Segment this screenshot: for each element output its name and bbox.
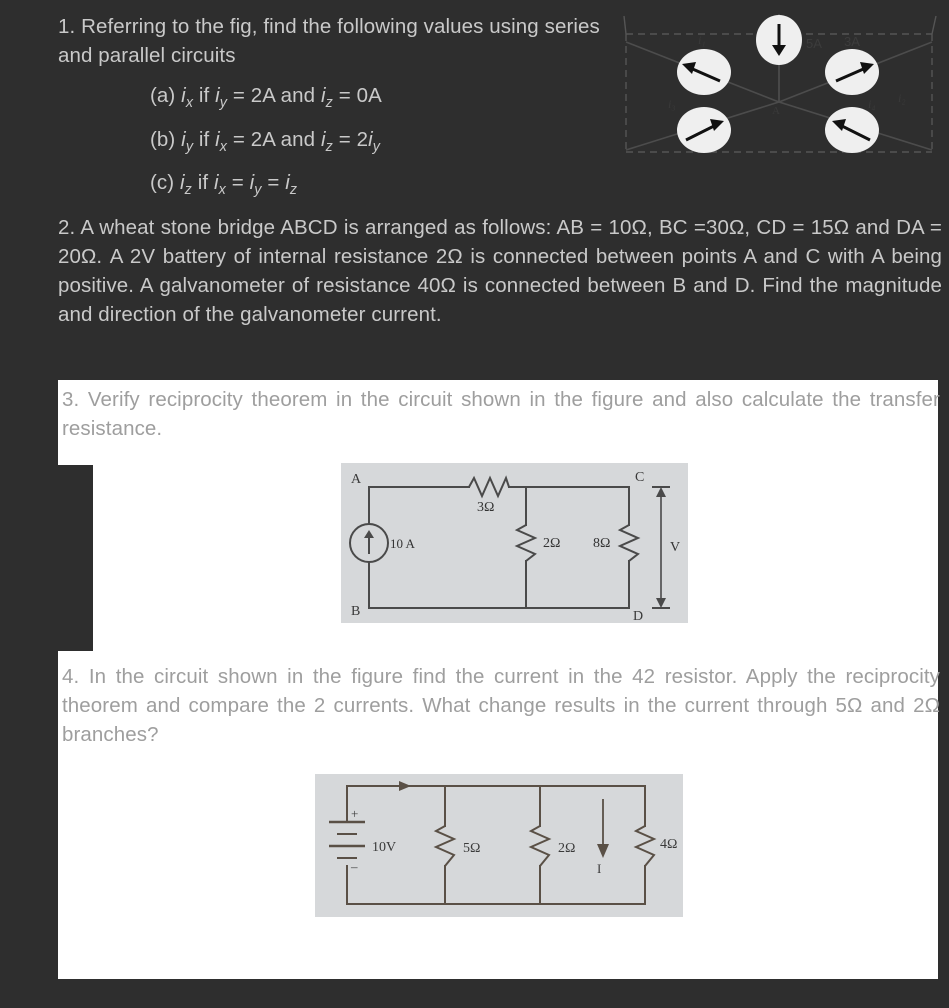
sheet-left-notch bbox=[58, 465, 93, 651]
question-4-figure bbox=[315, 774, 683, 917]
question-1-block bbox=[58, 12, 618, 201]
resistor-label-3ohm: 3Ω bbox=[477, 500, 495, 515]
question-1-heading-text: 1. Referring to the fig, find the following values using series and parallel circuits bbox=[58, 15, 600, 68]
question-1-item-c-label: (c) bbox=[150, 171, 175, 195]
marker-lower-right-branch bbox=[825, 107, 879, 153]
question-1-circuit-svg bbox=[620, 12, 938, 162]
question-1-item-a bbox=[150, 81, 618, 113]
resistor-label-5ohm: 5Ω bbox=[463, 841, 481, 856]
resistor-2ohm bbox=[531, 826, 549, 866]
source-label-10a: 10 A bbox=[390, 536, 415, 551]
top-wire-current-arrow bbox=[377, 781, 411, 791]
resistor-5ohm bbox=[436, 826, 454, 866]
question-1-item-a-label: (a) bbox=[150, 84, 176, 108]
resistor-3ohm bbox=[469, 478, 509, 496]
resistor-2ohm bbox=[517, 525, 535, 561]
resistor-label-2ohm: 2Ω bbox=[543, 536, 561, 551]
battery-plus-label: + bbox=[351, 806, 359, 821]
resistor-4ohm bbox=[636, 826, 654, 866]
node-label-a: A bbox=[351, 472, 362, 487]
question-1-item-c-body: $i_z$ if $i_x = i_y = i_z$ bbox=[180, 171, 298, 199]
question-1-item-b-label: (b) bbox=[150, 127, 176, 151]
node-label-b: B bbox=[351, 604, 361, 619]
question-4-text: 4. In the circuit shown in the figure find the current in the 42 resistor. Apply the reciprocity theorem and compare the 2 currents. What change results in the current through 5Ω and 2Ω branches? bbox=[62, 665, 940, 747]
question-2-block bbox=[58, 213, 942, 329]
question-1-item-b-body: $i_y$ if $i_x = 2A$ and $i_z = 2i_y$ bbox=[181, 127, 381, 155]
battery-minus-label: – bbox=[351, 859, 358, 874]
branch-label-i2: i₂ bbox=[898, 91, 906, 105]
current-source-10a bbox=[350, 524, 388, 562]
marker-upper-right-branch bbox=[825, 49, 879, 95]
voltage-arrow-v bbox=[652, 487, 670, 608]
question-4-block bbox=[62, 662, 940, 749]
top-right-stub bbox=[932, 16, 936, 34]
source-label-3a: 3A bbox=[844, 34, 860, 49]
branch-label-i4: i₄ bbox=[868, 97, 876, 111]
question-1-heading bbox=[58, 12, 618, 70]
question-3-figure bbox=[341, 463, 688, 623]
top-left-stub bbox=[624, 16, 626, 34]
resistor-label-8ohm: 8Ω bbox=[593, 536, 611, 551]
branch-label-i1: i₁ bbox=[698, 33, 706, 47]
branch-label-i3: i₃ bbox=[668, 97, 676, 111]
source-label-10v: 10V bbox=[372, 840, 397, 855]
current-label-i: I bbox=[597, 861, 602, 876]
question-3-text: 3. Verify reciprocity theorem in the circuit shown in the figure and also calculate the transfer resistance. bbox=[62, 388, 940, 441]
question-1-item-b bbox=[150, 125, 618, 157]
node-label-d: D bbox=[633, 609, 644, 623]
marker-lower-left-branch bbox=[677, 107, 731, 153]
question-3-block bbox=[62, 385, 940, 443]
question-1-item-c bbox=[150, 168, 618, 200]
resistor-8ohm bbox=[620, 525, 638, 561]
current-arrow-i bbox=[597, 799, 609, 858]
question-4-circuit-svg bbox=[315, 774, 683, 917]
voltage-label-v: V bbox=[670, 540, 681, 555]
resistor-label-4ohm: 4Ω bbox=[660, 837, 678, 852]
question-3-circuit-svg bbox=[341, 463, 688, 623]
node-label-a: A bbox=[772, 105, 780, 117]
source-label-5a: 5A bbox=[806, 36, 822, 51]
node-label-c: C bbox=[635, 470, 645, 485]
marker-top-center-source bbox=[756, 15, 802, 65]
question-2-text: 2. A wheat stone bridge ABCD is arranged as follows: AB = 10Ω, BC =30Ω, CD = 15Ω and DA = 20Ω. A 2V battery of internal resistance 2Ω is connected between points A and C with A being positive. A galvanometer of resistance 40Ω is connected between B and D. Find the magnitude and direction of the galvanometer current. bbox=[58, 216, 942, 327]
question-1-item-a-body: $i_x$ if $i_y = 2A$ and $i_z = 0A$ bbox=[181, 84, 382, 112]
resistor-label-2ohm: 2Ω bbox=[558, 841, 576, 856]
marker-upper-left-branch bbox=[677, 49, 731, 95]
question-1-figure bbox=[620, 12, 938, 162]
